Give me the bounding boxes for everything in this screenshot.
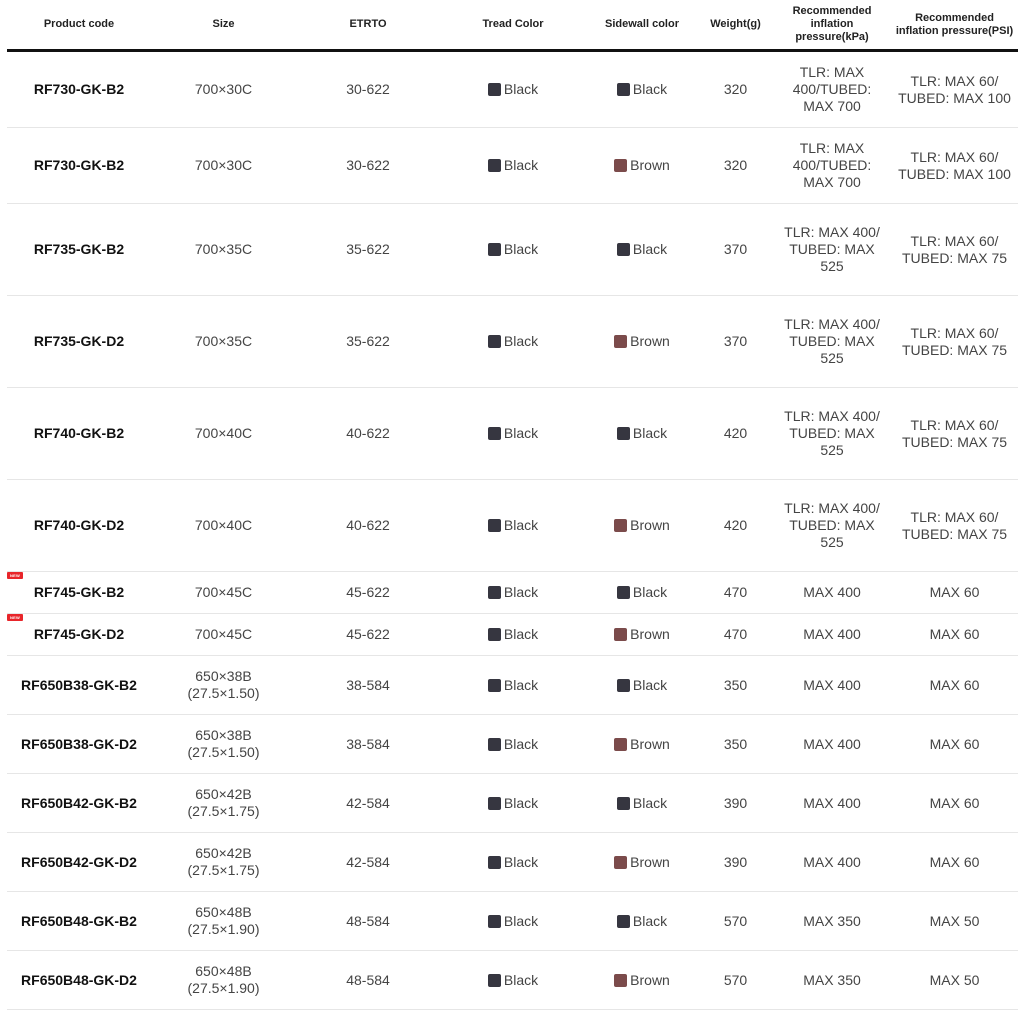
cell-pressure-psi: TLR: MAX 60/ TUBED: MAX 75 bbox=[891, 296, 1018, 388]
table-row bbox=[7, 480, 1018, 572]
product-code-text: RF650B38-GK-B2 bbox=[21, 676, 137, 693]
color-swatch-icon bbox=[488, 797, 501, 810]
product-code-text: RF650B38-GK-D2 bbox=[21, 735, 137, 752]
table-row bbox=[7, 204, 1018, 296]
tread-color-text: Black bbox=[503, 912, 539, 929]
sidewall-color-text: Brown bbox=[630, 517, 670, 533]
cell-etrto: 30-622 bbox=[296, 51, 440, 128]
cell-size bbox=[151, 388, 296, 480]
cell-etrto: 40-622 bbox=[296, 480, 440, 572]
table-row bbox=[7, 892, 1018, 951]
cell-size bbox=[151, 656, 296, 715]
cell-pressure-kpa: MAX 400 bbox=[773, 774, 891, 833]
color-swatch-icon bbox=[614, 628, 627, 641]
cell-sidewall-color bbox=[586, 51, 698, 128]
cell-size bbox=[151, 774, 296, 833]
color-swatch-icon bbox=[614, 974, 627, 987]
table-row bbox=[7, 833, 1018, 892]
color-swatch-icon bbox=[488, 243, 501, 256]
cell-sidewall-color bbox=[586, 388, 698, 480]
sidewall-color-text: Black bbox=[632, 241, 668, 257]
tread-color-text: Black bbox=[503, 81, 539, 97]
sidewall-color-text: Black bbox=[632, 81, 668, 97]
cell-sidewall-color bbox=[586, 572, 698, 614]
cell-weight: 370 bbox=[698, 204, 773, 296]
tread-color-text: Black bbox=[503, 584, 539, 600]
cell-product-code bbox=[7, 128, 151, 204]
cell-sidewall-color bbox=[586, 715, 698, 774]
cell-pressure-psi: MAX 60 bbox=[891, 833, 1018, 892]
cell-pressure-kpa: TLR: MAX 400/ TUBED: MAX 525 bbox=[773, 480, 891, 572]
tread-color-text: Black bbox=[503, 626, 539, 642]
table-row bbox=[7, 388, 1018, 480]
product-code-text: RF650B48-GK-B2 bbox=[21, 912, 137, 929]
table-row bbox=[7, 128, 1018, 204]
cell-pressure-psi: MAX 60 bbox=[891, 656, 1018, 715]
header-size: Size bbox=[151, 0, 296, 51]
cell-weight: 570 bbox=[698, 951, 773, 1010]
cell-etrto: 48-584 bbox=[296, 892, 440, 951]
tread-color-text: Black bbox=[503, 853, 539, 870]
sidewall-color-text: Brown bbox=[630, 853, 670, 870]
cell-size bbox=[151, 204, 296, 296]
cell-pressure-psi: MAX 50 bbox=[891, 951, 1018, 1010]
cell-tread-color bbox=[440, 51, 586, 128]
cell-sidewall-color bbox=[586, 656, 698, 715]
cell-weight: 350 bbox=[698, 656, 773, 715]
table-row bbox=[7, 715, 1018, 774]
size-text: 700×45C bbox=[194, 626, 253, 642]
sidewall-color-text: Black bbox=[632, 794, 668, 811]
cell-pressure-psi: TLR: MAX 60/ TUBED: MAX 75 bbox=[891, 480, 1018, 572]
cell-weight: 320 bbox=[698, 128, 773, 204]
cell-tread-color bbox=[440, 204, 586, 296]
cell-pressure-kpa: MAX 400 bbox=[773, 833, 891, 892]
color-swatch-icon bbox=[617, 427, 630, 440]
cell-weight: 570 bbox=[698, 892, 773, 951]
cell-etrto: 35-622 bbox=[296, 204, 440, 296]
cell-size bbox=[151, 833, 296, 892]
new-badge: NEW bbox=[7, 614, 23, 621]
color-swatch-icon bbox=[614, 519, 627, 532]
cell-sidewall-color bbox=[586, 892, 698, 951]
cell-tread-color bbox=[440, 715, 586, 774]
color-swatch-icon bbox=[488, 738, 501, 751]
cell-pressure-kpa: MAX 350 bbox=[773, 951, 891, 1010]
product-code-text: RF740-GK-D2 bbox=[33, 517, 125, 533]
color-swatch-icon bbox=[488, 628, 501, 641]
cell-etrto: 30-622 bbox=[296, 128, 440, 204]
table-row bbox=[7, 51, 1018, 128]
header-etrto: ETRTO bbox=[296, 0, 440, 51]
cell-size bbox=[151, 296, 296, 388]
size-inch-text: (27.5×1.50) bbox=[187, 744, 260, 760]
cell-product-code bbox=[7, 833, 151, 892]
cell-size bbox=[151, 572, 296, 614]
cell-pressure-kpa: MAX 400 bbox=[773, 572, 891, 614]
cell-tread-color bbox=[440, 128, 586, 204]
cell-pressure-psi: MAX 50 bbox=[891, 892, 1018, 951]
size-text: 700×35C bbox=[194, 241, 253, 257]
cell-weight: 470 bbox=[698, 572, 773, 614]
cell-weight: 390 bbox=[698, 833, 773, 892]
size-inch-text: (27.5×1.75) bbox=[187, 803, 260, 819]
color-swatch-icon bbox=[617, 586, 630, 599]
cell-etrto: 45-622 bbox=[296, 572, 440, 614]
tread-color-text: Black bbox=[503, 425, 539, 441]
color-swatch-icon bbox=[614, 159, 627, 172]
cell-product-code bbox=[7, 296, 151, 388]
table-row bbox=[7, 656, 1018, 715]
sidewall-color-text: Black bbox=[632, 912, 668, 929]
color-swatch-icon bbox=[617, 915, 630, 928]
color-swatch-icon bbox=[488, 335, 501, 348]
cell-product-code bbox=[7, 614, 151, 656]
cell-weight: 420 bbox=[698, 388, 773, 480]
header-pressure-psi: Recommended inflation pressure(PSI) bbox=[891, 0, 1018, 51]
cell-pressure-kpa: MAX 400 bbox=[773, 614, 891, 656]
new-badge: NEW bbox=[7, 572, 23, 579]
cell-pressure-kpa: TLR: MAX 400/ TUBED: MAX 525 bbox=[773, 204, 891, 296]
cell-size bbox=[151, 51, 296, 128]
size-text: 700×45C bbox=[194, 584, 253, 600]
color-swatch-icon bbox=[488, 974, 501, 987]
cell-weight: 350 bbox=[698, 715, 773, 774]
cell-product-code bbox=[7, 204, 151, 296]
product-code-text: RF730-GK-B2 bbox=[33, 81, 125, 97]
cell-product-code bbox=[7, 572, 151, 614]
cell-pressure-psi: MAX 60 bbox=[891, 614, 1018, 656]
cell-tread-color bbox=[440, 774, 586, 833]
sidewall-color-text: Brown bbox=[630, 333, 670, 349]
color-swatch-icon bbox=[617, 83, 630, 96]
size-text: 650×42B bbox=[195, 786, 252, 802]
color-swatch-icon bbox=[488, 427, 501, 440]
cell-weight: 320 bbox=[698, 51, 773, 128]
cell-size bbox=[151, 892, 296, 951]
size-text: 650×42B bbox=[195, 845, 252, 861]
cell-pressure-kpa: MAX 400 bbox=[773, 715, 891, 774]
product-code-text: RF650B48-GK-D2 bbox=[21, 971, 137, 988]
cell-tread-color bbox=[440, 388, 586, 480]
tread-color-text: Black bbox=[503, 971, 539, 988]
size-inch-text: (27.5×1.75) bbox=[187, 862, 260, 878]
size-text: 700×30C bbox=[194, 157, 253, 173]
cell-sidewall-color bbox=[586, 614, 698, 656]
cell-tread-color bbox=[440, 951, 586, 1010]
size-text: 650×48B bbox=[195, 963, 252, 979]
cell-product-code bbox=[7, 656, 151, 715]
cell-weight: 390 bbox=[698, 774, 773, 833]
header-product-code: Product code bbox=[7, 0, 151, 51]
cell-tread-color bbox=[440, 656, 586, 715]
sidewall-color-text: Brown bbox=[630, 735, 670, 752]
cell-etrto: 42-584 bbox=[296, 833, 440, 892]
color-swatch-icon bbox=[488, 159, 501, 172]
cell-product-code bbox=[7, 715, 151, 774]
cell-tread-color bbox=[440, 892, 586, 951]
product-code-text: RF735-GK-B2 bbox=[33, 241, 125, 257]
size-inch-text: (27.5×1.90) bbox=[187, 921, 260, 937]
tread-color-text: Black bbox=[503, 735, 539, 752]
tread-color-text: Black bbox=[503, 333, 539, 349]
color-swatch-icon bbox=[617, 797, 630, 810]
cell-pressure-kpa: TLR: MAX 400/TUBED: MAX 700 bbox=[773, 128, 891, 204]
tread-color-text: Black bbox=[503, 676, 539, 693]
table-row bbox=[7, 296, 1018, 388]
cell-product-code bbox=[7, 388, 151, 480]
size-text: 700×40C bbox=[194, 517, 253, 533]
cell-product-code bbox=[7, 892, 151, 951]
cell-tread-color bbox=[440, 296, 586, 388]
cell-size bbox=[151, 614, 296, 656]
cell-product-code bbox=[7, 951, 151, 1010]
cell-etrto: 42-584 bbox=[296, 774, 440, 833]
color-swatch-icon bbox=[488, 679, 501, 692]
cell-etrto: 35-622 bbox=[296, 296, 440, 388]
cell-etrto: 45-622 bbox=[296, 614, 440, 656]
cell-size bbox=[151, 480, 296, 572]
header-sidewall-color: Sidewall color bbox=[586, 0, 698, 51]
sidewall-color-text: Black bbox=[632, 584, 668, 600]
color-swatch-icon bbox=[488, 83, 501, 96]
table-row bbox=[7, 614, 1018, 656]
cell-sidewall-color bbox=[586, 296, 698, 388]
cell-pressure-psi: TLR: MAX 60/ TUBED: MAX 75 bbox=[891, 204, 1018, 296]
size-text: 700×40C bbox=[194, 425, 253, 441]
header-pressure-kpa: Recommended inflation pressure(kPa) bbox=[773, 0, 891, 51]
cell-pressure-psi: MAX 60 bbox=[891, 572, 1018, 614]
cell-size bbox=[151, 128, 296, 204]
size-inch-text: (27.5×1.90) bbox=[187, 980, 260, 996]
table-row bbox=[7, 572, 1018, 614]
cell-size bbox=[151, 951, 296, 1010]
cell-weight: 470 bbox=[698, 614, 773, 656]
color-swatch-icon bbox=[617, 243, 630, 256]
cell-product-code bbox=[7, 51, 151, 128]
cell-product-code bbox=[7, 480, 151, 572]
color-swatch-icon bbox=[614, 738, 627, 751]
size-text: 700×35C bbox=[194, 333, 253, 349]
cell-tread-color bbox=[440, 572, 586, 614]
size-text: 650×48B bbox=[195, 904, 252, 920]
table-body bbox=[7, 51, 1018, 1010]
tread-color-text: Black bbox=[503, 517, 539, 533]
sidewall-color-text: Brown bbox=[630, 971, 670, 988]
color-swatch-icon bbox=[614, 856, 627, 869]
cell-sidewall-color bbox=[586, 833, 698, 892]
cell-pressure-psi: MAX 60 bbox=[891, 715, 1018, 774]
product-code-text: RF740-GK-B2 bbox=[33, 425, 125, 441]
sidewall-color-text: Black bbox=[632, 425, 668, 441]
cell-sidewall-color bbox=[586, 774, 698, 833]
color-swatch-icon bbox=[617, 679, 630, 692]
tread-color-text: Black bbox=[503, 794, 539, 811]
cell-etrto: 38-584 bbox=[296, 715, 440, 774]
tread-color-text: Black bbox=[503, 241, 539, 257]
color-swatch-icon bbox=[488, 519, 501, 532]
cell-sidewall-color bbox=[586, 480, 698, 572]
cell-pressure-kpa: TLR: MAX 400/ TUBED: MAX 525 bbox=[773, 388, 891, 480]
cell-product-code bbox=[7, 774, 151, 833]
product-code-text: RF745-GK-B2 bbox=[33, 584, 125, 600]
cell-sidewall-color bbox=[586, 204, 698, 296]
product-code-text: RF730-GK-B2 bbox=[33, 157, 125, 173]
color-swatch-icon bbox=[488, 586, 501, 599]
product-code-text: RF735-GK-D2 bbox=[33, 333, 125, 349]
size-text: 650×38B bbox=[195, 668, 252, 684]
size-text: 650×38B bbox=[195, 727, 252, 743]
cell-weight: 420 bbox=[698, 480, 773, 572]
cell-tread-color bbox=[440, 833, 586, 892]
cell-pressure-kpa: MAX 400 bbox=[773, 656, 891, 715]
cell-etrto: 48-584 bbox=[296, 951, 440, 1010]
color-swatch-icon bbox=[488, 915, 501, 928]
table-row bbox=[7, 774, 1018, 833]
cell-pressure-kpa: TLR: MAX 400/TUBED: MAX 700 bbox=[773, 51, 891, 128]
product-code-text: RF650B42-GK-B2 bbox=[21, 794, 137, 811]
cell-etrto: 40-622 bbox=[296, 388, 440, 480]
cell-sidewall-color bbox=[586, 128, 698, 204]
size-inch-text: (27.5×1.50) bbox=[187, 685, 260, 701]
product-code-text: RF745-GK-D2 bbox=[33, 626, 125, 642]
color-swatch-icon bbox=[488, 856, 501, 869]
tire-spec-table bbox=[7, 0, 1018, 1010]
sidewall-color-text: Brown bbox=[630, 626, 670, 642]
cell-size bbox=[151, 715, 296, 774]
tread-color-text: Black bbox=[503, 157, 539, 173]
sidewall-color-text: Black bbox=[632, 676, 668, 693]
size-text: 700×30C bbox=[194, 81, 253, 97]
header-tread-color: Tread Color bbox=[440, 0, 586, 51]
spec-table-wrapper bbox=[7, 0, 1018, 1010]
table-header bbox=[7, 0, 1018, 51]
cell-pressure-psi: TLR: MAX 60/ TUBED: MAX 75 bbox=[891, 388, 1018, 480]
cell-pressure-psi: TLR: MAX 60/ TUBED: MAX 100 bbox=[891, 128, 1018, 204]
cell-pressure-kpa: TLR: MAX 400/ TUBED: MAX 525 bbox=[773, 296, 891, 388]
cell-pressure-kpa: MAX 350 bbox=[773, 892, 891, 951]
header-weight: Weight(g) bbox=[698, 0, 773, 51]
cell-pressure-psi: TLR: MAX 60/ TUBED: MAX 100 bbox=[891, 51, 1018, 128]
cell-weight: 370 bbox=[698, 296, 773, 388]
cell-etrto: 38-584 bbox=[296, 656, 440, 715]
header-row bbox=[7, 0, 1018, 51]
cell-tread-color bbox=[440, 614, 586, 656]
cell-tread-color bbox=[440, 480, 586, 572]
cell-pressure-psi: MAX 60 bbox=[891, 774, 1018, 833]
sidewall-color-text: Brown bbox=[630, 157, 670, 173]
cell-sidewall-color bbox=[586, 951, 698, 1010]
table-row bbox=[7, 951, 1018, 1010]
product-code-text: RF650B42-GK-D2 bbox=[21, 853, 137, 870]
color-swatch-icon bbox=[614, 335, 627, 348]
